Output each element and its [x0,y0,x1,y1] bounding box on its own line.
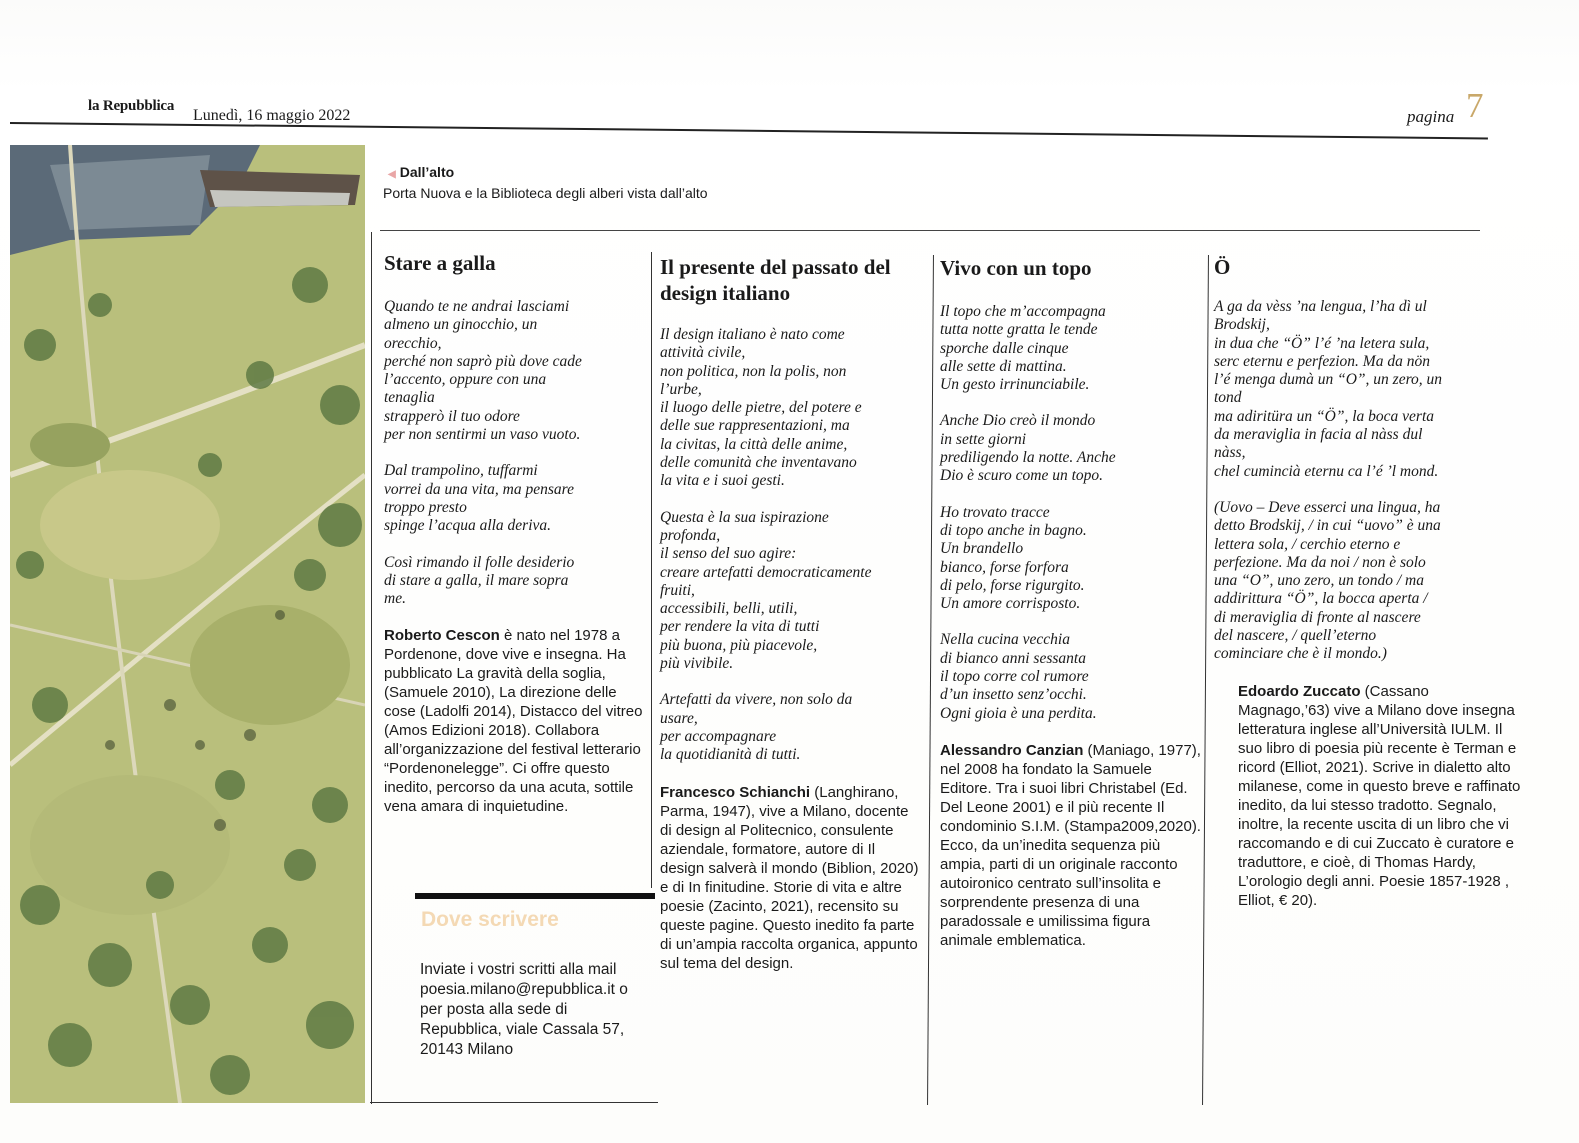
author-bio-text: (Maniago, 1977), nel 2008 ha fondato la Samuele Editore. Tra i suoi libri Christabel (Ed. Del Leone 2001) e il più recente Il condominio S.I.M. (Stampa2009,2020). Ecco, da un’inedita sequenza più ampia, parti di un originale racconto autoironico centrato sull’insolita e sorprendente presenza di una paradossale e umilissima figura animale emblematica. [940,741,1201,949]
page-label: pagina [1407,107,1455,126]
author-bio [384,626,646,816]
caption-rule [380,230,1480,231]
column-stare-a-galla [384,250,646,816]
bottom-rule [370,1102,658,1103]
author-bio-text: (Langhirano, Parma, 1947), vive a Milano, docente di design al Politecnico, consulente aziendale, formatore, autore di Il design salverà il mondo (Biblion, 2020) e di In finitudine. Storie di vita e altre poesie (Zacinto, 2021), recensito su queste pagine. Questo inedito fa parte di un’ampia raccolta organica, appunto sul tema del design. [660,783,919,972]
stanza: Ho trovato tracce di topo anche in bagno. Un brandello bianco, forse forfora di pelo, forse rigurgito. Un amore corrisposto. [940,503,1087,613]
poem-title: Stare a galla [384,251,496,275]
stanza: A ga da vèss ’na lengua, l’ha dì ul Brodskij, in dua che “Ö” l’é ’na letera sula, serc eternu e perfezion. Ma da nön l’é menga dumà un “O”, un zero, un tond ma adiritüra un “Ö”, la boca verta da meraviglia in facia al nàss dul nàss, chel cumincià eternu ca l’é ’l mond. [1214,298,1443,480]
author-name: Francesco Schianchi [660,783,811,801]
caption-title [388,164,454,180]
author-bio-text: è nato nel 1978 a Pordenone, dove vive e insegna. Ha pubblicato La gravità della soglia, (Samuele 2010), La direzione delle cose (Ladolfi 2014), Distacco del vitreo (Amos Edizioni 2018). Collabora all’organizzazione del festival letterario “Pordenonelegge”. Ci offre questo inedito, percorso da una acuta, sottile vena amara di inquietudine. [384,627,643,816]
dove-scrivere-title: Dove scrivere [421,908,559,931]
poem-title: Vivo con un topo [940,256,1092,280]
stanza: Quando te ne andrai lasciami almeno un ginocchio, un orecchio, perché non saprò più dove cade l’accento, oppure con una tenaglia strapperò il tuo odore per non sentirmi un vaso vuoto. [384,298,582,444]
poem-body [384,298,646,608]
column-rule-2 [651,252,652,888]
column-o [1214,254,1524,910]
column-vivo-con-un-topo [940,255,1202,950]
issue-date: Lunedì, 16 maggio 2022 [193,107,351,124]
aerial-photo [10,145,365,1103]
author-name: Roberto Cescon [384,627,500,645]
caption-text: Porta Nuova e la Biblioteca degli alberi vista dall’alto [383,185,708,201]
stanza: Così rimando il folle desiderio di stare a galla, il mare sopra me. [384,553,575,608]
dove-scrivere-bar [415,893,655,899]
stanza: (Uovo – Deve esserci una lingua, ha detto Brodskij, / in cui “uovo” è una lettera sola, / cerchio eterno e perfezione. Ma da noi / non è solo una “O”, uno zero, un tondo / ma addirittura “Ö”, la bocca aperta / di meraviglia di fronte al nascere del nascere, / quell’eterno cominciare che è il mondo.) [1214,498,1441,663]
author-bio [940,741,1202,950]
stanza: Questa è la sua ispirazione profonda, il senso del suo agire: creare artefatti democraticamente fruiti, accessibili, belli, utili, per rendere la vita di tutti più buona, più piacevole, più vivibile. [660,508,872,673]
author-bio [1214,682,1524,910]
poem-title: Ö [1214,255,1231,279]
poem-body [940,303,1202,723]
stanza: Nella cucina vecchia di bianco anni sessanta il topo corre col rumore d’un insetto senz’occhi. Ogni gioia è una perdita. [940,631,1097,722]
page-number: 7 [1466,86,1484,125]
column-rule-4 [1202,255,1209,1105]
author-name: Alessandro Canzian [940,741,1084,759]
author-bio-text: (Cassano Magnago,’63) vive a Milano dove insegna letteratura inglese all’Università IULM. Il suo libro di poesia più recente è Terman e ricord (Elliot, 2021). Scrive in dialetto alto milanese, come in questo breve e raffinato inedito, da lui stesso tradotto. Segnalo, inoltre, la recente uscita di un libro che vi raccomando e di cui Zuccato è curatore e traduttore, e cioè, di Thomas Hardy, L’orologio degli anni. Poesie 1857-1928 , Elliot, € 20). [1238,682,1521,909]
stanza: Il topo che m’accompagna tutta notte gratta le tende sporche dalle cinque alle sette di mattina. Un gesto irrinunciabile. [940,303,1106,394]
column-design-italiano [660,254,922,973]
column-rule-1 [371,232,372,1104]
author-name: Edoardo Zuccato [1238,682,1361,700]
caption-title-text: Dall’alto [399,164,455,180]
dove-scrivere-text: Inviate i vostri scritti alla mail poesia.milano@repubblica.it o per posta alla sede di Repubblica, viale Cassala 57, 20143 Milano [420,961,628,1058]
stanza: Il design italiano è nato come attività civile, non politica, non la polis, non l’urbe, il luogo delle pietre, del potere e delle sue rappresentazioni, ma la civitas, la città delle anime, delle comunità che inventavano la vita e i suoi gesti. [660,326,862,490]
poem-body [660,326,922,765]
poem-title: Il presente del passato del design italiano [660,255,891,305]
stanza: Dal trampolino, tuffarmi vorrei da una vita, ma pensare troppo presto spinge l’acqua alla deriva. [384,462,574,535]
masthead: la Repubblica [88,98,175,114]
caption-triangle-icon: ◀ [388,169,396,180]
poem-body [1214,298,1524,664]
author-bio [660,783,922,973]
stanza: Anche Dio creò il mondo in sette giorni prediligendo la notte. Anche Dio è scuro come un topo. [940,412,1116,485]
aerial-photo-illustration [10,145,365,1103]
stanza: Artefatti da vivere, non solo da usare, per accompagnare la quotidianità di tutti. [660,691,853,764]
header-rule [10,122,1488,139]
column-rule-3 [927,255,934,1105]
